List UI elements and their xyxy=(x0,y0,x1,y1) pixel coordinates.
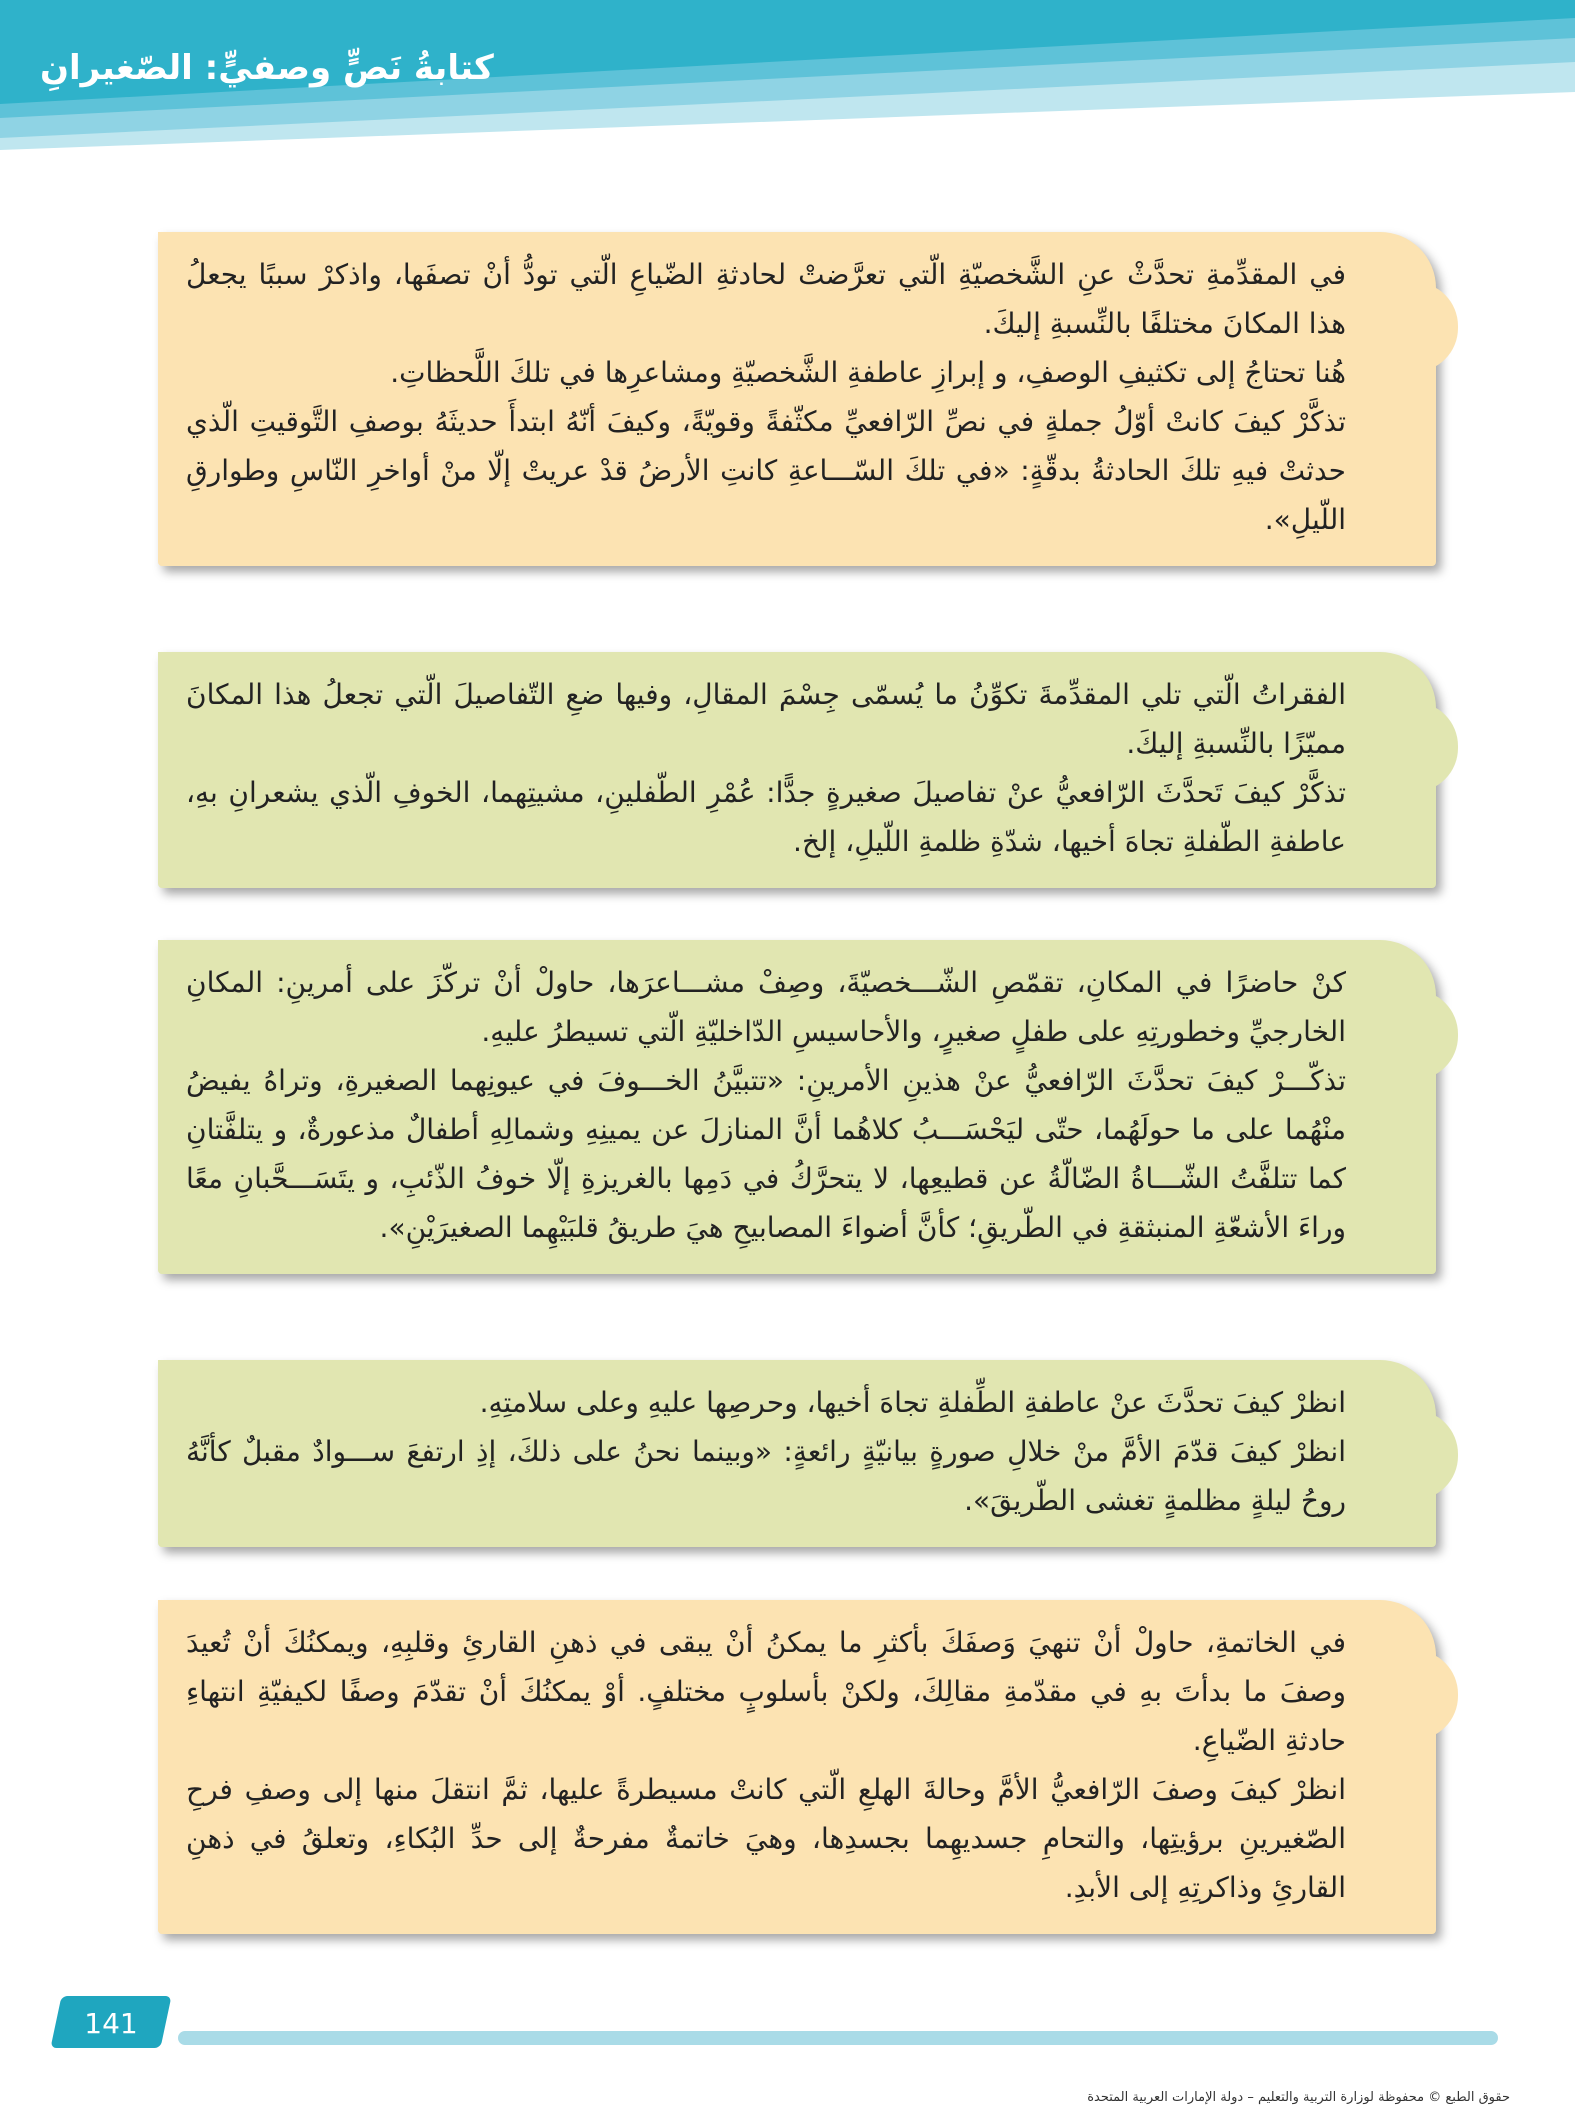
paragraph: في الخاتمةِ، حاولْ أنْ تنهيَ وَصفَكَ بأكثرِ ما يمكنُ أنْ يبقى في ذهنِ القارئِ وقلبِهِ، ويمكنُكَ أنْ تُعيدَ وصفَ ما بدأتَ بهِ في مقدّمةِ مقالِكَ، ولكنْ بأسلوبٍ مختلفٍ. أوْ يمكنُكَ أنْ تقدّمَ وصفًا لكيفيّةِ انتهاءِ حادثةِ الضّياعِ. xyxy=(186,1626,1346,1757)
page-title: كتابةُ نَصٍّ وصفيٍّ: الصّغيرانِ xyxy=(40,48,494,88)
paragraph: انظرْ كيفَ تحدَّثَ عنْ عاطفةِ الطِّفلةِ تجاهَ أخيها، وحرصِها عليهِ وعلى سلامتِهِ. xyxy=(479,1386,1346,1419)
paragraph: في المقدِّمةِ تحدَّثْ عنِ الشَّخصيّةِ الّتي تعرَّضتْ لحادثةِ الضّياعِ الّتي تودُّ أنْ تصفَها، واذكرْ سببًا يجعلُ هذا المكانَ مختلفًا بالنِّسبةِ إليكَ. xyxy=(186,258,1346,340)
paragraph: تذكَّرْ كيفَ تَحدَّثَ الرّافعيُّ عنْ تفاصيلَ صغيرةٍ جدًّا: عُمْرِ الطّفلينِ، مشيتِهما، الخوفِ الّذي يشعرانِ بهِ، عاطفةِ الطّفلةِ تجاهَ أخيها، شدّةِ ظلمةِ اللّيلِ، إلخ. xyxy=(186,776,1346,858)
paragraph: انظرْ كيفَ وصفَ الرّافعيُّ الأمَّ وحالةَ الهلعِ الّتي كانتْ مسيطرةً عليها، ثمَّ انتقلَ منها إلى وصفِ فرحِ الصّغيرينِ برؤيتِها، والتحامِ جسديهِما بجسدِها، وهيَ خاتمةٌ مفرحةٌ إلى حدِّ البُكاءِ، وتعلقُ في ذهنِ القارئِ وذاكرتِهِ إلى الأبدِ. xyxy=(186,1773,1346,1904)
tip-card-body-feelings xyxy=(158,940,1436,1274)
tip-card-body-mother xyxy=(158,1360,1436,1547)
footer-bar xyxy=(178,2031,1498,2045)
paragraph: كنْ حاضرًا في المكانِ، تقمّصِ الشّـــخصيّةَ، وصِفْ مشـــاعرَها، حاولْ أنْ تركّزَ على أمرينِ: المكانِ الخارجيِّ وخطورتِهِ على طفلٍ صغيرٍ، والأحاسيسِ الدّاخليّةِ الّتي تسيطرُ عليهِ. xyxy=(186,966,1346,1048)
tip-card-conclusion xyxy=(158,1600,1436,1934)
copyright-notice: حقوق الطبع © محفوظة لوزارة التربية والتعليم – دولة الإمارات العربية المتحدة xyxy=(1087,2090,1510,2105)
paragraph: تذكّـــرْ كيفَ تحدَّثَ الرّافعيُّ عنْ هذينِ الأمرينِ: «تتبيَّنُ الخـــوفَ في عيونِهما الصغيرةِ، وتراهُ يفيضُ منْهُما على ما حولَهُما، حتّى ليَحْسَـــبُ كلاهُما أنَّ المنازلَ عن يمينِهِ وشمالِهِ أطفالٌ مذعورةٌ، و يتلفَّتانِ كما تتلفَّتُ الشّـــاةُ الضّالّةُ عن قطيعِها، لا يتحرَّكُ في دَمِها بالغريزةِ إلّا خوفُ الذّئبِ، و يتَسَـــحَّبانِ معًا وراءَ الأشعّةِ المنبثقةِ في الطّريقِ؛ كأنَّ أضواءَ المصابيحِ هيَ طريقُ قلبَيْهِما الصغيرَيْنِ». xyxy=(186,1064,1346,1244)
page-header-banner xyxy=(0,0,1575,190)
paragraph: هُنا تحتاجُ إلى تكثيفِ الوصفِ، و إبرازِ عاطفةِ الشَّخصيّةِ ومشاعرِها في تلكَ اللَّحظاتِ. xyxy=(390,356,1346,389)
page-number: 141 xyxy=(84,2007,138,2040)
paragraph: انظرْ كيفَ قدّمَ الأمَّ منْ خلالِ صورةٍ بيانيّةٍ رائعةٍ: «وبينما نحنُ على ذلكَ، إذِ ارتفعَ ســـوادٌ مقبلٌ كأنَّهُ روحُ ليلةٍ مظلمةٍ تغشى الطّريقَ». xyxy=(186,1435,1346,1517)
tip-card-introduction xyxy=(158,232,1436,566)
paragraph: تذكَّرْ كيفَ كانتْ أوّلُ جملةٍ في نصِّ الرّافعيِّ مكثّفةً وقويّةً، وكيفَ أنّهُ ابتدأَ حديثَهُ بوصفِ التَّوقيتِ الّذي حدثتْ فيهِ تلكَ الحادثةُ بدقّةٍ: «في تلكَ السّـــاعةِ كانتِ الأرضُ قدْ عريتْ إلّا منْ أواخرِ النّاسِ وطوارقِ اللّيلِ». xyxy=(186,405,1346,536)
tip-card-body-details xyxy=(158,652,1436,888)
paragraph: الفقراتُ الّتي تلي المقدِّمةَ تكوِّنُ ما يُسمّى جِسْمَ المقالِ، وفيها ضعِ التّفاصيلَ الّتي تجعلُ هذا المكانَ مميّزًا بالنِّسبةِ إليكَ. xyxy=(186,678,1346,760)
header-stripes xyxy=(0,0,1575,190)
